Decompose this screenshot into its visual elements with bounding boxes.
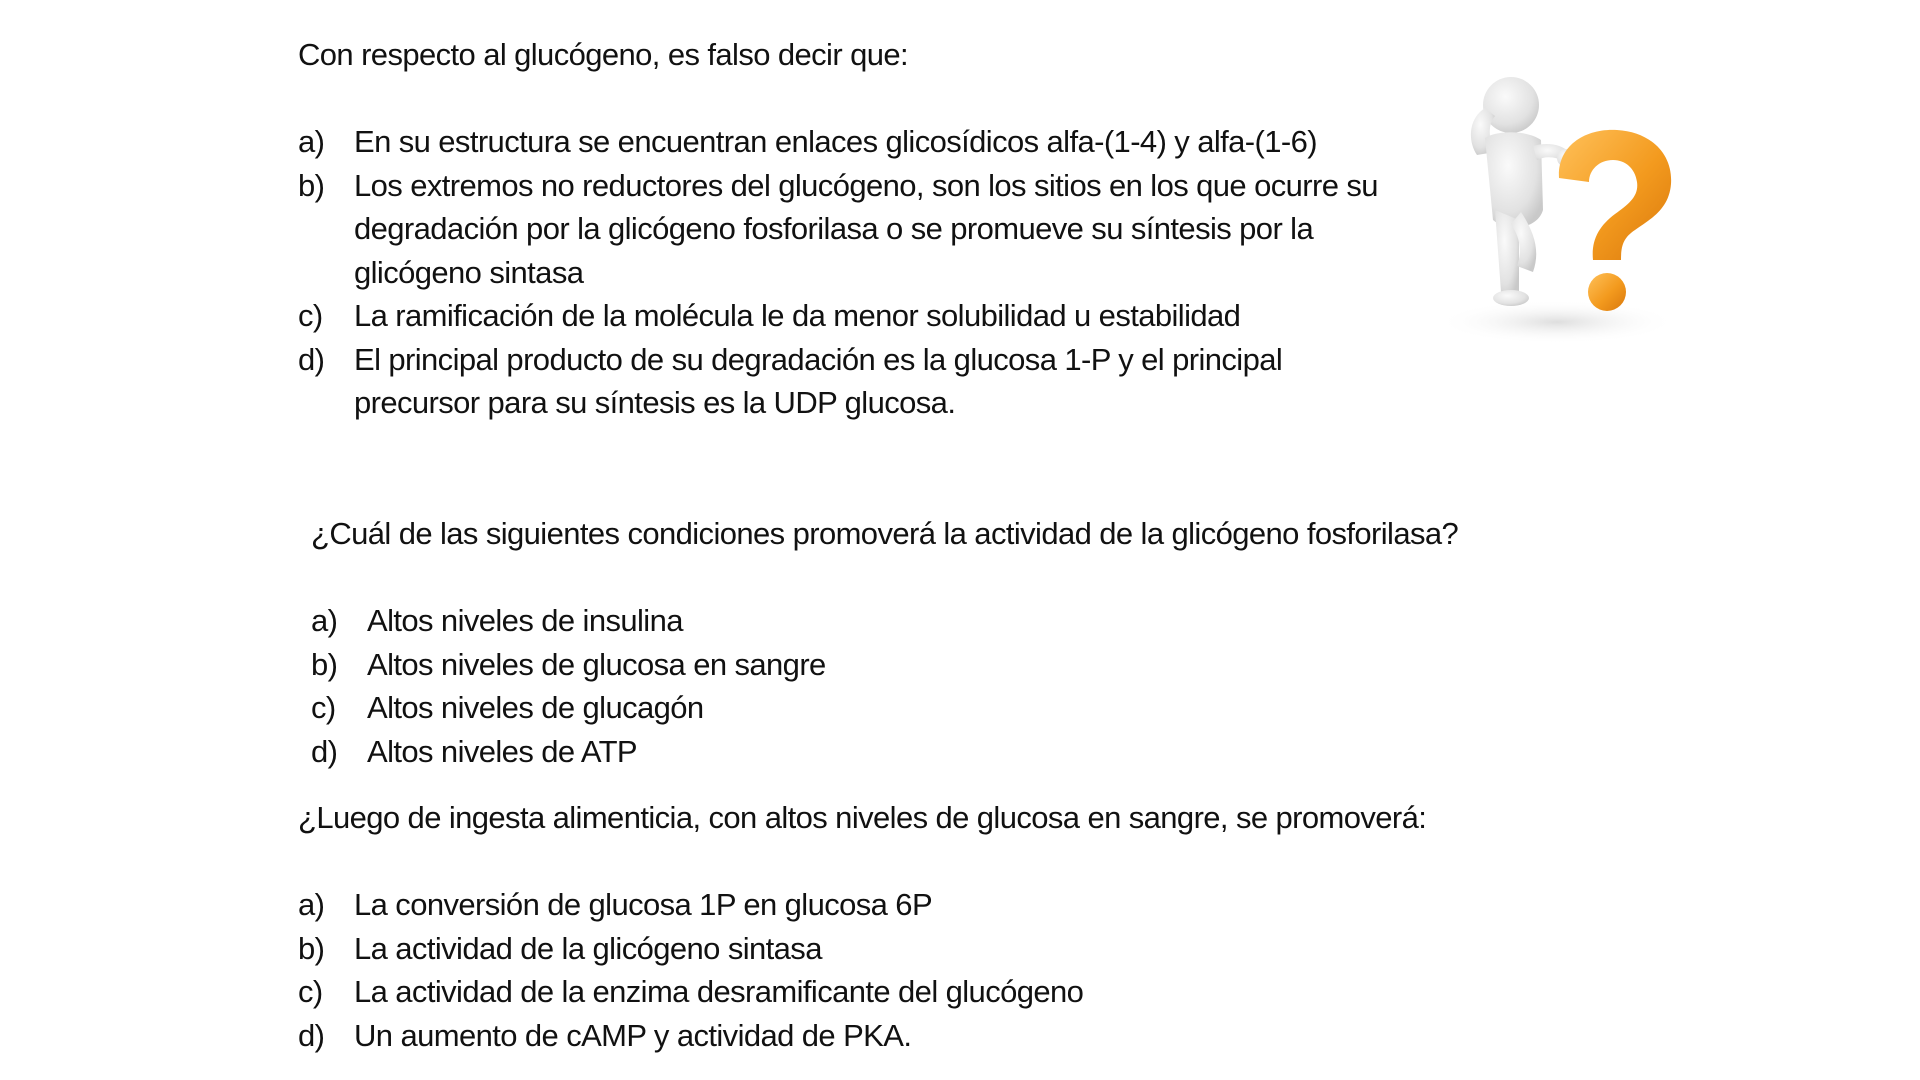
option-a	[298, 883, 1426, 927]
option-d	[298, 338, 1394, 425]
option-c	[311, 686, 1458, 730]
option-c	[298, 970, 1426, 1014]
option-text: En su estructura se encuentran enlaces glicosídicos alfa-(1-4) y alfa-(1-6)	[354, 124, 1317, 159]
option-letter: b)	[311, 646, 338, 682]
question-3	[298, 796, 1426, 1057]
option-letter: d)	[298, 1017, 325, 1053]
option-text: La ramificación de la molécula le da menor solubilidad u estabilidad	[354, 298, 1241, 333]
option-text: Altos niveles de insulina	[367, 603, 683, 638]
option-text: Altos niveles de glucosa en sangre	[367, 646, 826, 682]
option-letter: d)	[298, 341, 325, 377]
option-letter: d)	[311, 733, 338, 769]
question-2-title: ¿Cuál de las siguientes condiciones promoverá la actividad de la glicógeno fosforilasa?	[311, 516, 1459, 551]
option-text: El principal producto de su degradación es la glucosa 1-P y el principal precursor para su síntesis es la UDP glucosa.	[354, 341, 1283, 420]
question-2	[311, 512, 1458, 773]
option-text: La conversión de glucosa 1P en glucosa 6P	[354, 887, 933, 922]
question-1	[298, 33, 1394, 425]
question-2-options	[311, 599, 1458, 773]
option-letter: c)	[298, 298, 323, 333]
option-d	[311, 730, 1458, 774]
option-text: La actividad de la glicógeno sintasa	[354, 930, 822, 966]
option-a	[298, 120, 1394, 164]
option-letter: b)	[298, 930, 325, 966]
option-b	[298, 927, 1426, 971]
option-a	[311, 599, 1458, 643]
option-text: La actividad de la enzima desramificante del glucógeno	[354, 974, 1084, 1009]
option-letter: a)	[311, 603, 338, 638]
option-letter: a)	[298, 887, 325, 922]
question-3-title: ¿Luego de ingesta alimenticia, con altos niveles de glucosa en sangre, se promoverá:	[298, 800, 1427, 835]
option-c	[298, 294, 1394, 338]
question-1-options	[298, 120, 1394, 425]
question-1-title: Con respecto al glucógeno, es falso decir que:	[298, 37, 909, 72]
option-text: Los extremos no reductores del glucógeno, son los sitios en los que ocurre su degradación por la glicógeno fosforilasa o se promueve su síntesis por la glicógeno sintasa	[354, 167, 1378, 290]
option-text: Un aumento de cAMP y actividad de PKA.	[354, 1017, 912, 1053]
option-d	[298, 1014, 1426, 1058]
option-text: Altos niveles de glucagón	[367, 690, 704, 725]
option-letter: c)	[298, 974, 323, 1009]
option-text: Altos niveles de ATP	[367, 733, 638, 769]
option-letter: c)	[311, 690, 336, 725]
option-b	[298, 164, 1394, 295]
option-letter: b)	[298, 167, 325, 203]
thinking-person-question-mark-icon	[1437, 60, 1689, 350]
option-b	[311, 643, 1458, 687]
question-3-options	[298, 883, 1426, 1057]
option-letter: a)	[298, 124, 325, 159]
